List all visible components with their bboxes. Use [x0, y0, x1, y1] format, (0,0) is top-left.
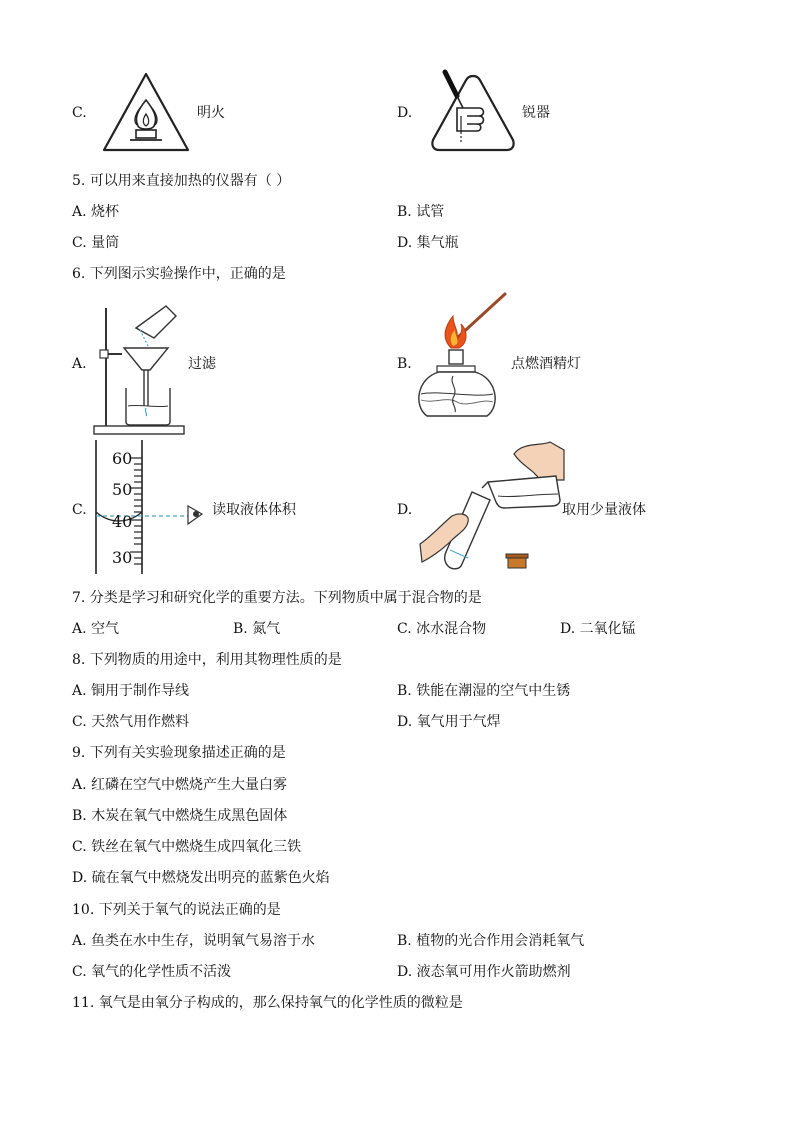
q6-option-b-label: 点燃酒精灯 — [511, 356, 581, 372]
q5-stem: 5. 可以用来直接加热的仪器有（ ） — [72, 173, 291, 189]
q7-option-a: A. 空气 — [72, 621, 120, 637]
alcohol-lamp-icon — [413, 290, 513, 426]
q5-option-a: A. 烧杯 — [72, 204, 120, 220]
q10-option-d: D. 液态氧可用作火箭助燃剂 — [397, 964, 571, 980]
q7-stem: 7. 分类是学习和研究化学的重要方法。下列物质中属于混合物的是 — [72, 590, 482, 606]
q4-option-d-label: 锐器 — [522, 105, 550, 121]
graduated-cylinder-icon — [92, 440, 212, 574]
q8-stem: 8. 下列物质的用途中，利用其物理性质的是 — [72, 652, 342, 668]
q10-option-a: A. 鱼类在水中生存，说明氧气易溶于水 — [72, 933, 316, 949]
q8-option-a: A. 铜用于制作导线 — [72, 683, 190, 699]
q6-option-a-label: 过滤 — [188, 356, 216, 372]
q4-option-c-label: 明火 — [197, 105, 225, 121]
q4-option-d-letter: D. — [397, 105, 413, 121]
pouring-liquid-icon — [418, 440, 566, 576]
q10-stem: 10. 下列关于氧气的说法正确的是 — [72, 902, 281, 918]
q10-option-c: C. 氧气的化学性质不活泼 — [72, 964, 232, 980]
q5-option-b: B. 试管 — [397, 204, 445, 220]
q6-option-d-label: 取用少量液体 — [562, 502, 646, 518]
q9-option-a: A. 红磷在空气中燃烧产生大量白雾 — [72, 777, 288, 793]
q5-option-c: C. 量筒 — [72, 235, 120, 251]
cylinder-tick-50: 50 — [112, 480, 133, 499]
q9-option-d: D. 硫在氧气中燃烧发出明亮的蓝紫色火焰 — [72, 870, 330, 886]
q9-stem: 9. 下列有关实验现象描述正确的是 — [72, 745, 286, 761]
q6-option-c-letter: C. — [72, 502, 87, 518]
q7-option-b: B. 氮气 — [233, 621, 281, 637]
q7-option-d: D. 二氧化锰 — [560, 621, 636, 637]
cylinder-tick-60: 60 — [112, 449, 133, 468]
q8-option-d: D. 氧气用于气焊 — [397, 714, 501, 730]
q9-option-c: C. 铁丝在氧气中燃烧生成四氧化三铁 — [72, 839, 302, 855]
q8-option-c: C. 天然气用作燃料 — [72, 714, 190, 730]
q7-option-c: C. 冰水混合物 — [397, 621, 487, 637]
cylinder-tick-30: 30 — [112, 548, 133, 567]
q11-stem: 11. 氧气是由氧分子构成的，那么保持氧气的化学性质的微粒是 — [72, 995, 463, 1011]
q9-option-b: B. 木炭在氧气中燃烧生成黑色固体 — [72, 808, 288, 824]
cylinder-tick-40: 40 — [112, 512, 133, 531]
q6-option-a-letter: A. — [72, 356, 87, 372]
q6-option-d-letter: D. — [397, 502, 413, 518]
filtration-apparatus-icon — [92, 288, 188, 436]
q6-option-c-label: 读取液体体积 — [212, 502, 296, 518]
flame-warning-icon — [100, 70, 192, 154]
q6-option-b-letter: B. — [397, 356, 412, 372]
q5-option-d: D. 集气瓶 — [397, 235, 459, 251]
q8-option-b: B. 铁能在潮湿的空气中生锈 — [397, 683, 571, 699]
q10-option-b: B. 植物的光合作用会消耗氧气 — [397, 933, 585, 949]
sharp-object-warning-icon — [427, 70, 519, 154]
q6-stem: 6. 下列图示实验操作中，正确的是 — [72, 266, 286, 282]
q4-option-c-letter: C. — [72, 105, 87, 121]
